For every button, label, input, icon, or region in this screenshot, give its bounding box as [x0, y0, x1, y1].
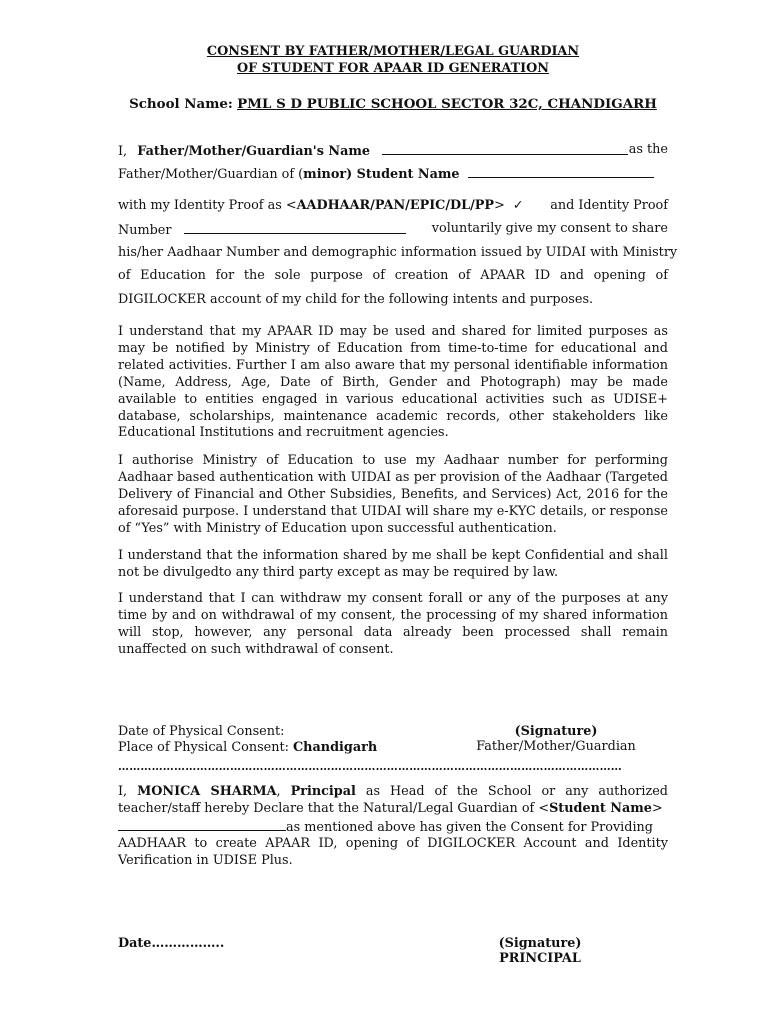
paragraph-apaar-usage: I understand that my APAAR ID may be used and shared for limited purposes as may be notified by Ministry of Education from time-to-time for educational and related activities. Further I am also aware that my personal identifiable information (Name, Address, Age, Date of Birth, Gender and Photograph) may be made available to entities engaged in various educational activities such as UDISE+ database, scholarships, maintenance academic records, other stakeholders like Educational Institutions and recruitment agencies.	[118, 324, 668, 441]
guardian-signatory: Father/Mother/Guardian	[476, 739, 636, 754]
declaration-line-1	[118, 784, 668, 799]
place-of-consent-value: Chandigarh	[293, 740, 378, 755]
student-name-label: ) Student Name	[346, 167, 460, 182]
form-title	[118, 43, 668, 77]
principal-label: PRINCIPAL	[499, 951, 581, 966]
school-name-label: School Name:	[129, 96, 233, 112]
principal-name: MONICA SHARMA	[137, 784, 277, 799]
principal-signature-label: (Signature)	[498, 936, 582, 951]
declaration-i: I,	[118, 784, 128, 799]
voluntarily-text: voluntarily give my consent to share	[431, 221, 668, 236]
paragraph-withdrawal: I understand that I can withdraw my consent forall or any of the purposes at any time by and on withdrawal of my consent, the processing of my shared information will stop, however, any personal data already been processed shall remain unaffected on such withdrawal of consent.	[118, 591, 668, 657]
identity-number-line	[118, 221, 668, 238]
guardian-name-line	[118, 142, 668, 159]
declaration-line-4: AADHAAR to create APAAR ID, opening of DIGILOCKER Account and Identity	[118, 836, 668, 851]
student-name-field[interactable]	[468, 165, 654, 178]
guardian-signature-label: (Signature)	[514, 724, 598, 739]
school-name-line	[118, 96, 668, 112]
declaration-line-3-rest: as mentioned above has given the Consent for Providing	[286, 820, 653, 835]
footer-date: Date……………..	[118, 936, 225, 951]
identity-proof-text: and Identity Proof	[550, 198, 668, 213]
date-of-consent-label: Date of Physical Consent:	[118, 724, 285, 739]
paragraph-aadhaar-authorisation: I authorise Ministry of Education to use my Aadhaar number for performing Aadhaar based authentication with UIDAI as per provision of the Aadhaar (Targeted Delivery of Financial and Other Subsidies, Benefits, and Services) Act, 2016 for the aforesaid purpose. I understand that UIDAI will share my e-KYC details, or response of “Yes” with Ministry of Education upon successful authentication.	[118, 453, 668, 536]
declaration-line-3	[118, 818, 668, 835]
identity-prefix: with my Identity Proof as <	[118, 198, 297, 213]
declaration-student-name: Student Name	[549, 801, 652, 816]
number-label: Number	[118, 223, 172, 238]
declaration-comma: ,	[276, 784, 281, 799]
place-of-consent-label: Place of Physical Consent:	[118, 740, 289, 755]
fmg-of-text: Father/Mother/Guardian of (	[118, 167, 304, 182]
guardian-name-label: Father/Mother/Guardian's Name	[137, 144, 371, 159]
student-name-line	[118, 165, 668, 182]
consent-line-4: of Education for the sole purpose of creation of APAAR ID and opening of	[118, 268, 668, 283]
separator-dots: ………………………………………………………………………………………………………………………	[118, 760, 622, 773]
title-line-1: CONSENT BY FATHER/MOTHER/LEGAL GUARDIAN	[206, 44, 580, 59]
identity-suffix: >	[494, 198, 505, 213]
consent-i: I,	[118, 144, 128, 159]
declaration-line-5: Verification in UDISE Plus.	[118, 853, 293, 868]
consent-line-5: DIGILOCKER account of my child for the following intents and purposes.	[118, 292, 594, 307]
minor-text: minor	[303, 167, 347, 182]
guardian-name-field[interactable]	[382, 142, 628, 155]
principal-signature-block	[480, 936, 600, 966]
declaration-line-2	[118, 801, 668, 816]
title-line-2: OF STUDENT FOR APAAR ID GENERATION	[237, 61, 549, 76]
declaration-line-1-rest: as Head of the School or any authorized	[365, 784, 668, 799]
school-name-value: PML S D PUBLIC SCHOOL SECTOR 32C, CHANDIGARH	[237, 96, 657, 112]
consent-line-3: his/her Aadhaar Number and demographic information issued by UIDAI with Ministry	[118, 245, 678, 260]
identity-number-field[interactable]	[184, 221, 406, 234]
declaration-line-2-suffix: >	[651, 801, 663, 816]
paragraph-confidentiality: I understand that the information shared by me shall be kept Confidential and shall not be divulgedto any third party except as may be required by law.	[118, 548, 668, 580]
checkmark-icon: ✓	[512, 198, 524, 213]
declaration-student-name-field[interactable]	[118, 818, 286, 831]
principal-title: Principal	[290, 784, 356, 799]
identity-proof-line	[118, 198, 668, 213]
identity-types: AADHAAR/PAN/EPIC/DL/PP	[296, 198, 495, 213]
guardian-signature-block	[466, 724, 646, 754]
declaration-line-2-prefix: teacher/staff hereby Declare that the Natural/Legal Guardian of <	[118, 801, 550, 816]
as-the-text: as the	[628, 142, 668, 157]
